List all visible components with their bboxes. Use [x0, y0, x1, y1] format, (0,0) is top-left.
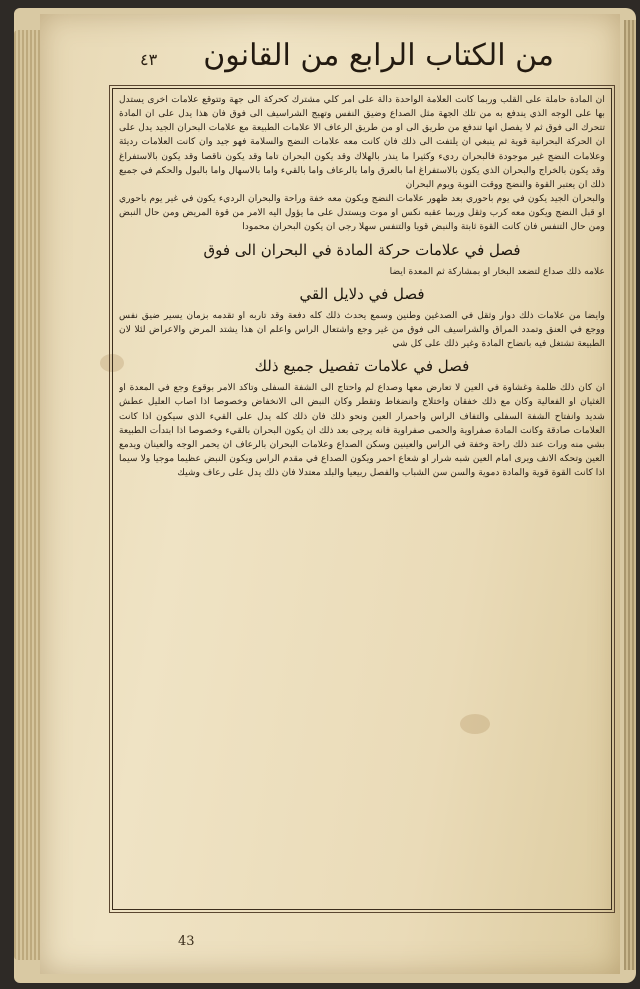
text-frame	[112, 88, 612, 910]
page-edges-right	[624, 20, 636, 970]
page-number: 43	[178, 934, 195, 949]
paragraph: علامه ذلك صداع لتضعد البخار او بمشاركة ثم المعدة ايضا	[389, 265, 605, 277]
folio-number: ٤٣	[140, 50, 158, 69]
paragraph: وايضا من علامات ذلك دوار وثقل في الصدغين وطنين وسمع يحدث ذلك كله دفعة وقد تاربه او تقدمه بزمان يسير ضيق نفس ووجع في العنق وتمدد المراق والشراسيف الى فوق من غير وجع واشتعال الراس واعلم ان هذا يشتد المرض والاعراض لئلا لان الطبيعة تشتغل فيه باتضاح المادة وغير ذلك على كل شي	[119, 309, 605, 350]
page-edges-left	[14, 30, 40, 960]
running-title: من الكتاب الرابع من القانون	[203, 38, 554, 73]
page-header	[84, 24, 614, 88]
section-heading: فصل في دلايل القي	[299, 284, 425, 303]
main-text	[119, 93, 605, 905]
section-heading: فصل في علامات تفصيل جميع ذلك	[254, 357, 470, 376]
paragraph: ان كان ذلك ظلمة وغشاوة في العين لا تعارض معها وصداع لم واحتاج الى الشفة السفلى وتاكد الامر بوقوع وجع في المعدة او الغثيان او الفعالية وكان مع ذلك خفقان واختلاج وانضغاط وتقطر وكان النبض الى الانخفاض وخصوصا اذا اصاب العليل عطش شديد وانفتاح الشفة السفلى والتفاف الراس واحمرار العين ونحو ذلك فان ذلك كله يدل على القيء الذي سيكون اذا كانت العلامات صادقة وكانت المادة صفراوية والحمى صفراوية فانه يرجى بعد ذلك ان يكون البحران بالقيء وخصوصا اذا ابتدأت الطبيعة بشي منه ورات عند ذلك راحة وخفة في الراس والعينين وسكن الصداع وعلامات البحران بالرعاف ان يحمر الوجه والعينان ويدمع العين وتحكه الانف ويرى امام العين شبه شرار او شعاع احمر ويكون الصداع في مقدم الراس ويكون النبض عظيما موجيا ولا سيما اذا كانت القوة قوية والمادة دموية والسن سن الشباب والفصل ربيعيا والبلد معتدلا فان ذلك يدل على رعاف وشيك	[119, 382, 605, 479]
section-heading: فصل في علامات حركة المادة في البحران الى فوق	[203, 240, 521, 259]
paragraph: والبحران الجيد يكون في يوم باحوري بعد ظهور علامات النضج ويكون معه خفة وراحة والبحران الرديء يكون في غير يوم باحوري او قبل النضج ويكون معه كرب وثقل وربما عقبه نكس او موت ويستدل على ما يؤول اليه الامر من قوة المريض ومن حال النبض ومن حال التنفس فان كانت القوة ثابتة والنبض قويا والتنفس سهلا رجي ان يكون البحران محمودا	[119, 193, 605, 233]
paragraph: ان المادة حاملة على القلب وربما كانت العلامة الواحدة دالة على امر كلي مشترك كحركة الى جهة وتتوقع علامات اخرى يستدل بها على الوجه الذي يندفع به من تلك الجهة مثل الصداع وضيق النفس وتهيج الشراسيف الى فوق فان هذا يدل على ان المادة تتحرك الى فوق ثم لا يفصل انها تندفع من طريق الى او من طريق الرعاف الا علامات الطبيعة مع علامات البحران الجيد يدل على ان الحركة البحرانية قوية ثم ينبغي ان يلتفت الى ذلك فان كانت معه علامات النضج والسلامة فهو جيد وان كانت العلامات رديئة وعلامات النضج غير موجودة فالبحران رديء وكثيرا ما ينذر بالهلاك وقد يكون البحران تاما وقد يكون ناقصا وقد يكون بالاستفراغ وقد يكون بالخراج والبحران الذي يكون بالاستفراغ اما بالعرق واما بالرعاف واما بالقيء واما بالاسهال واما بالبول والحكم في جميع ذلك ان يعتبر القوة والنضج ووقت النوبة ويوم البحران	[119, 94, 605, 190]
